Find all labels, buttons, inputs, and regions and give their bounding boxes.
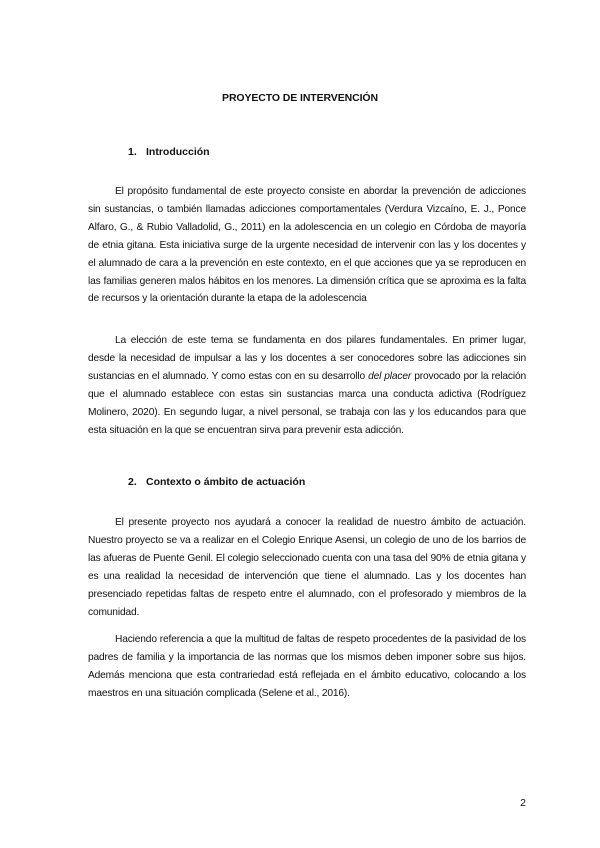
paragraph-italic-text: del placer: [368, 370, 412, 382]
section-heading-introduccion: [128, 146, 210, 158]
paragraph-text: provocado por la relación que el alumnado establece con estas sin sustancias marca una conducta adictiva (Rodríguez Molinero, 2020). En segundo lugar, a nivel personal, se trabaja con las y los educandos para que esta situación en la que se encuentran sirva para prevenir esta adicción.: [88, 370, 526, 436]
paragraph-proposito: El propósito fundamental de este proyecto consiste en abordar la prevención de adicciones sin sustancias, o también llamadas adicciones comportamentales (Verdura Vizcaíno, E. J., Ponce Alfaro, G., & Rubio Valladolid, G., 2011) en la adolescencia en un colegio en Córdoba de mayoría de etnia gitana. Esta iniciativa surge de la urgente necesidad de intervenir con las y los docentes y el alumnado de cara a la prevención en este contexto, en el que acciones que ya se reproducen en las familias generen malos hábitos en los menores. La dimensión crítica que se aproxima es la falta de recursos y la orientación durante la etapa de la adolescencia: [88, 186, 526, 305]
document-title: PROYECTO DE INTERVENCIÓN: [222, 92, 378, 104]
paragraph-text: La elección de este tema se fundamenta en dos pilares fundamentales. En primer lugar, desde la necesidad de impulsar a las y los docentes a ser conocedores sobre las adicciones sin sustancias en el alumnado. Y como estas con en su desarrollo: [88, 335, 526, 382]
section-title: Introducción: [146, 146, 210, 158]
paragraph-eleccion-tema: [88, 332, 526, 439]
section-number: 2.: [128, 476, 137, 488]
section-heading-contexto: [128, 476, 305, 488]
paragraph-presente-proyecto: El presente proyecto nos ayudará a conocer la realidad de nuestro ámbito de actuación. Nuestro proyecto se va a realizar en el Colegio Enrique Asensi, un colegio de uno de los barrios de las afueras de Puente Genil. El colegio seleccionado cuenta con una tasa del 90% de etnia gitana y es una realidad la necesidad de intervención que tiene el alumnado. Las y los docentes han presenciado repetidas faltas de respeto entre el alumnado, con el profesorado y miembros de la comunidad.: [88, 517, 526, 618]
page-number: 2: [520, 797, 526, 809]
section-number: 1.: [128, 146, 137, 158]
section-title: Contexto o ámbito de actuación: [146, 476, 306, 488]
paragraph-faltas-respeto: Haciendo referencia a que la multitud de faltas de respeto procedentes de la pasividad de los padres de familia y la importancia de las normas que los mismos deben imponer sobre sus hijos. Además menciona que esta contrariedad está reflejada en el ámbito educativo, colocando a los maestros en una situación complicada (Selene et al., 2016).: [88, 634, 526, 699]
